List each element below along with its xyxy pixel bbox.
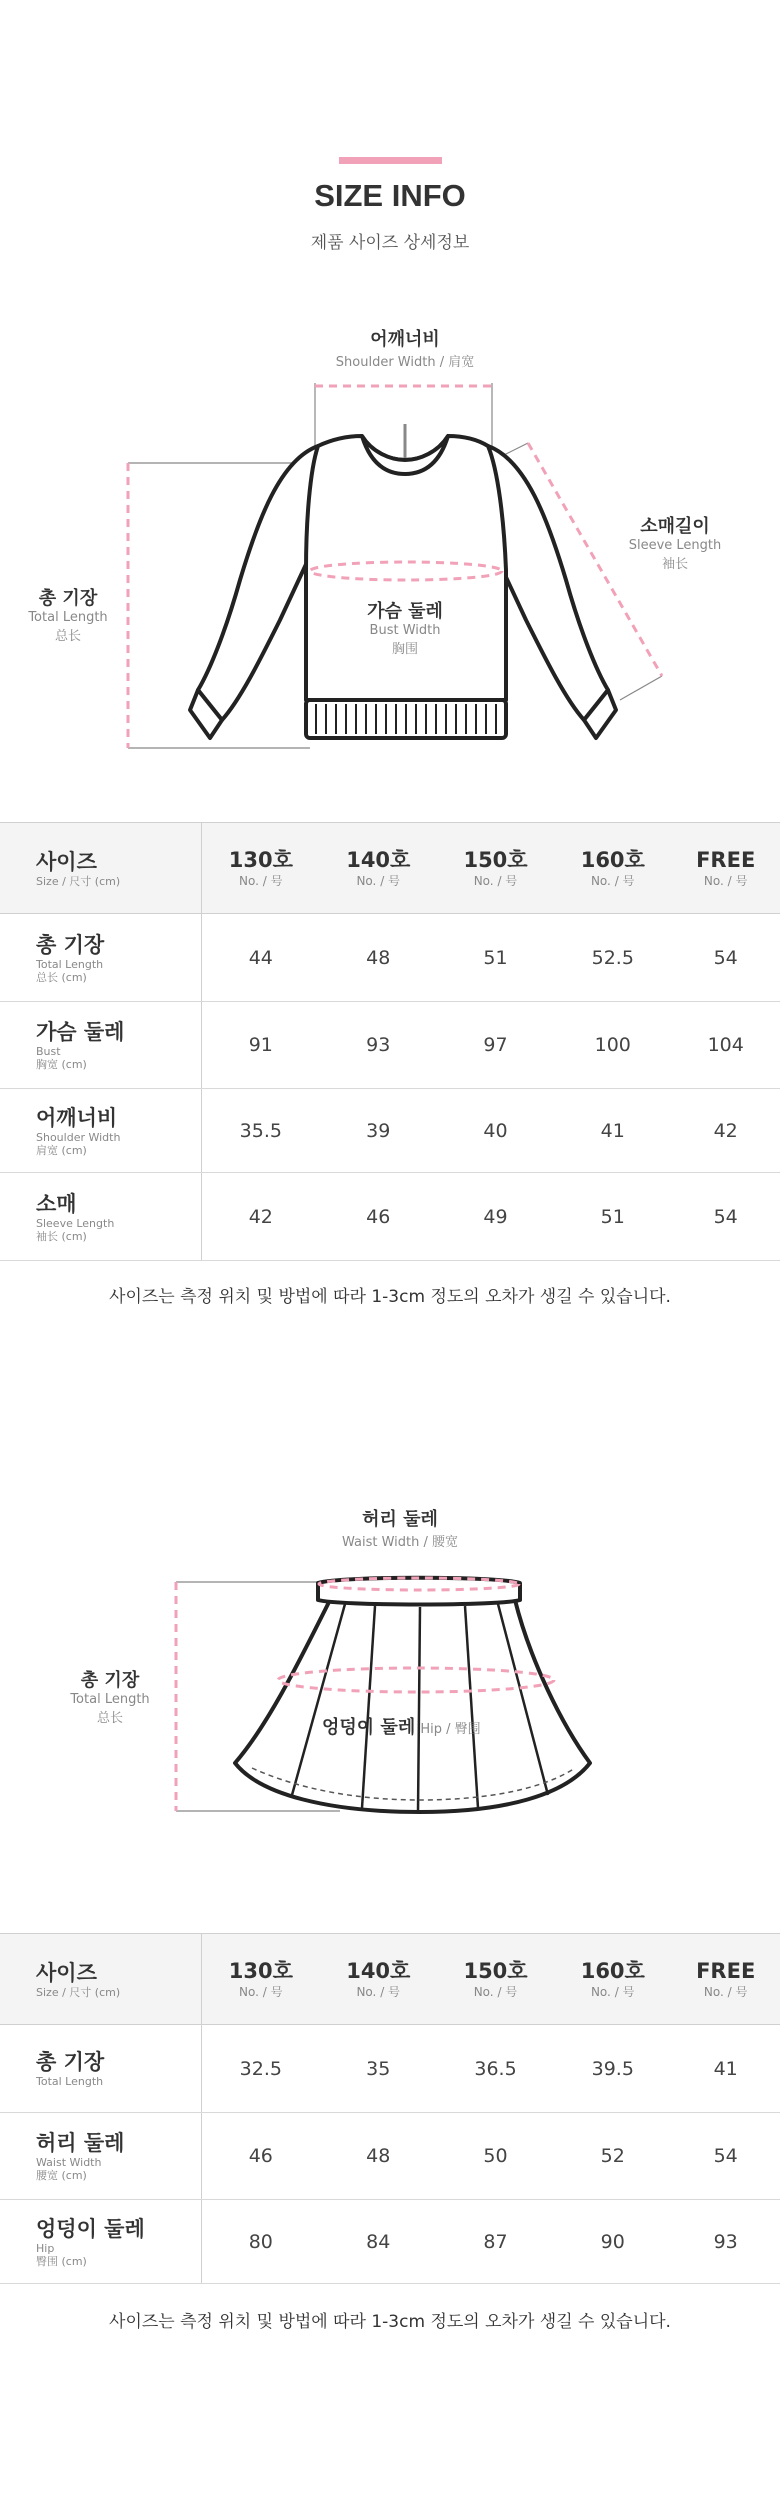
table-cell: 84 <box>320 2200 437 2284</box>
table-cell: 39 <box>320 1089 437 1173</box>
table-cell: 50 <box>437 2113 554 2200</box>
table-cell: 91 <box>202 1002 320 1089</box>
row-label-bust: 가슴 둘레 Bust 胸宽 (cm) <box>0 1002 202 1089</box>
bottom-size-note: 사이즈는 측정 위치 및 방법에 따라 1-3cm 정도의 오차가 생길 수 있습니다. <box>109 2312 671 2332</box>
table-cell: 41 <box>554 1089 671 1173</box>
size-header-cell: 150호 No. / 号 <box>437 823 554 914</box>
sleeve-label: 소매길이 Sleeve Length 袖长 <box>628 516 722 572</box>
table-cell: 90 <box>554 2200 671 2284</box>
size-header-cell: FREE No. / 号 <box>671 823 780 914</box>
table-cell: 93 <box>671 2200 780 2284</box>
waist-label: 허리 둘레 Waist Width / 腰宽 <box>341 1509 459 1550</box>
table-row <box>0 2200 780 2284</box>
table-cell: 87 <box>437 2200 554 2284</box>
table-cell: 35 <box>320 2025 437 2113</box>
top-size-table <box>0 822 780 1261</box>
size-header-cell: 160호 No. / 号 <box>554 1934 671 2025</box>
table-row <box>0 1002 780 1089</box>
table-cell: 52 <box>554 2113 671 2200</box>
table-cell: 49 <box>437 1173 554 1261</box>
row-label-total-length: 총 기장 Total Length 总长 (cm) <box>0 914 202 1002</box>
table-cell: 48 <box>320 914 437 1002</box>
table-cell: 35.5 <box>202 1089 320 1173</box>
size-header-cell: 140호 No. / 号 <box>320 1934 437 2025</box>
table-cell: 52.5 <box>554 914 671 1002</box>
table-cell: 39.5 <box>554 2025 671 2113</box>
table-cell: 93 <box>320 1002 437 1089</box>
table-cell: 41 <box>671 2025 780 2113</box>
size-header-cell: 140호 No. / 号 <box>320 823 437 914</box>
skirt-shape <box>235 1578 590 1812</box>
header-label-cell: 사이즈 Size / 尺寸 (cm) <box>0 823 202 914</box>
table-cell: 46 <box>202 2113 320 2200</box>
table-row <box>0 1173 780 1261</box>
table-cell: 42 <box>202 1173 320 1261</box>
shoulder-label: 어깨너비 Shoulder Width / 肩宽 <box>335 329 475 370</box>
sweatshirt-diagram <box>0 0 780 780</box>
size-header-cell: 130호 No. / 号 <box>202 823 320 914</box>
table-cell: 32.5 <box>202 2025 320 2113</box>
table-row <box>0 914 780 1002</box>
bottom-size-table <box>0 1933 780 2284</box>
table-cell: 100 <box>554 1002 671 1089</box>
sweatshirt-shape <box>190 436 616 738</box>
table-cell: 104 <box>671 1002 780 1089</box>
row-label-hip: 엉덩이 둘레 Hip 臀围 (cm) <box>0 2200 202 2284</box>
table-cell: 80 <box>202 2200 320 2284</box>
size-header-cell: FREE No. / 号 <box>671 1934 780 2025</box>
table-row <box>0 2113 780 2200</box>
hip-label: 엉덩이 둘레 Hip / 臀围 <box>322 1717 481 1738</box>
skirt-total-length-label: 총 기장 Total Length 总长 <box>70 1670 150 1726</box>
table-cell: 97 <box>437 1002 554 1089</box>
table-header-row <box>0 1934 780 2025</box>
bust-label: 가슴 둘레 Bust Width 胸围 <box>367 601 443 657</box>
size-header-cell: 150호 No. / 号 <box>437 1934 554 2025</box>
row-label-sleeve: 소매 Sleeve Length 袖长 (cm) <box>0 1173 202 1261</box>
page-subtitle: 제품 사이즈 상세정보 <box>310 233 470 253</box>
page-title: SIZE INFO <box>314 178 466 213</box>
table-cell: 42 <box>671 1089 780 1173</box>
table-cell: 51 <box>554 1173 671 1261</box>
table-cell: 36.5 <box>437 2025 554 2113</box>
table-cell: 54 <box>671 2113 780 2200</box>
size-header-cell: 130호 No. / 号 <box>202 1934 320 2025</box>
table-cell: 40 <box>437 1089 554 1173</box>
table-header-row <box>0 823 780 914</box>
size-header-cell: 160호 No. / 号 <box>554 823 671 914</box>
top-size-note: 사이즈는 측정 위치 및 방법에 따라 1-3cm 정도의 오차가 생길 수 있습니다. <box>109 1287 671 1307</box>
table-cell: 54 <box>671 1173 780 1261</box>
table-cell: 48 <box>320 2113 437 2200</box>
header-label-cell: 사이즈 Size / 尺寸 (cm) <box>0 1934 202 2025</box>
table-cell: 54 <box>671 914 780 1002</box>
table-cell: 51 <box>437 914 554 1002</box>
row-label-shoulder: 어깨너비 Shoulder Width 肩宽 (cm) <box>0 1089 202 1173</box>
table-row <box>0 2025 780 2113</box>
table-cell: 44 <box>202 914 320 1002</box>
table-cell: 46 <box>320 1173 437 1261</box>
total-length-label: 총 기장 Total Length 总长 <box>28 588 108 644</box>
table-row <box>0 1089 780 1173</box>
row-label-total-length: 총 기장 Total Length <box>0 2025 202 2113</box>
row-label-waist: 허리 둘레 Waist Width 腰宽 (cm) <box>0 2113 202 2200</box>
